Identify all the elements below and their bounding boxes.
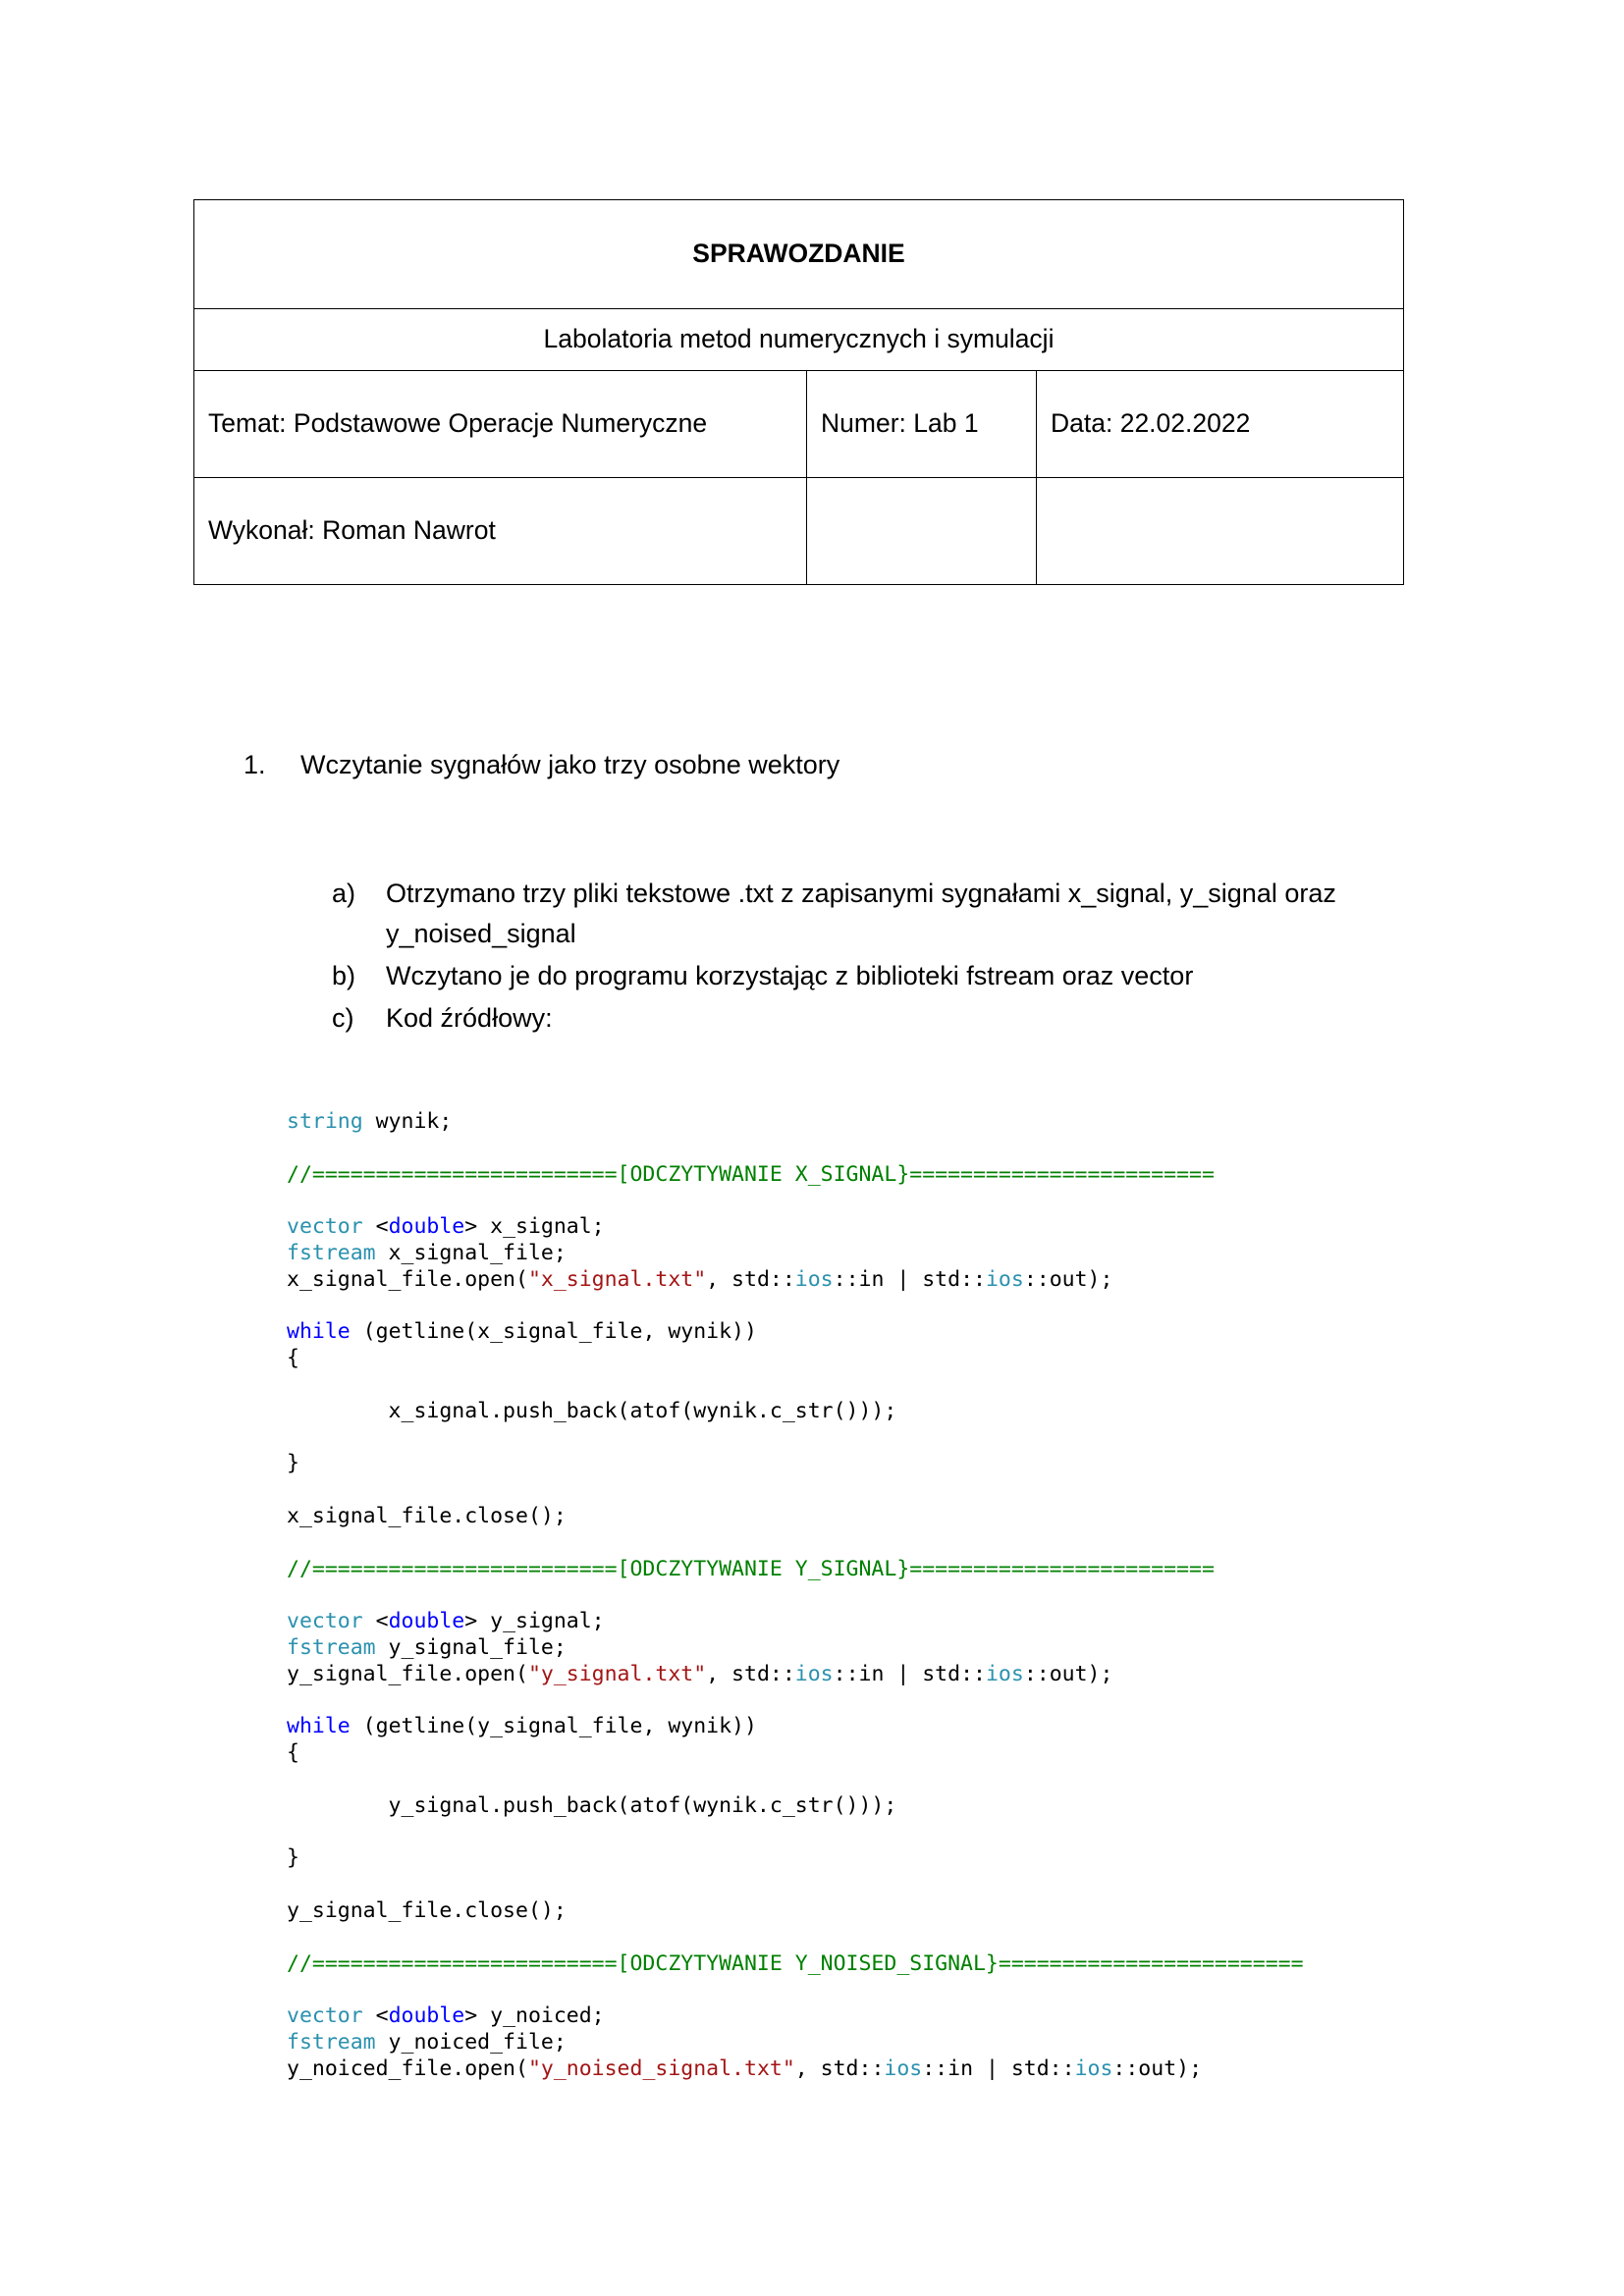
outline-level1-block <box>0 746 1624 784</box>
code-token-plain: } <box>287 1451 299 1476</box>
code-line <box>287 1582 1563 1609</box>
list-marker: a) <box>332 879 356 908</box>
code-token-keyword: while <box>287 1714 351 1739</box>
code-line <box>287 1399 1563 1425</box>
code-line <box>287 1820 1563 1846</box>
code-token-plain: ::in | std:: <box>922 2056 1075 2081</box>
code-token-type: fstream <box>287 1634 376 1660</box>
code-line <box>287 1662 1563 1688</box>
code-token-type: vector <box>287 1609 376 1634</box>
code-line <box>287 1425 1563 1452</box>
code-token-plain: y_signal_file.open( <box>287 1661 528 1686</box>
code-line <box>287 1714 1563 1740</box>
code-token-plain: , std:: <box>706 1266 795 1292</box>
code-line <box>287 1451 1563 1477</box>
code-token-type: ios <box>985 1661 1024 1686</box>
code-line <box>287 1951 1563 1978</box>
code-token-type: ios <box>794 1266 834 1292</box>
code-line <box>287 2030 1563 2056</box>
code-token-plain: ::out); <box>1112 2056 1203 2081</box>
code-token-plain: y_signal_file.close(); <box>287 1897 567 1923</box>
code-line <box>287 1162 1563 1189</box>
code-token-keyword: double <box>388 1609 465 1634</box>
code-token-plain: x_signal_file; <box>375 1240 567 1265</box>
list-item <box>244 746 1624 784</box>
empty-cell-b <box>807 478 1037 585</box>
code-token-string: "y_noised_signal.txt" <box>527 2056 795 2081</box>
code-token-plain: y_noiced_file.open( <box>287 2056 528 2081</box>
code-token-type: ios <box>1074 2056 1113 2081</box>
code-token-string: "y_signal.txt" <box>527 1661 707 1686</box>
code-token-plain: { <box>287 1740 299 1766</box>
code-token-type: ios <box>985 1266 1024 1292</box>
number-cell: Numer: Lab 1 <box>807 371 1037 478</box>
code-token-type: ios <box>884 2056 923 2081</box>
code-token-type: ios <box>794 1661 834 1686</box>
code-token-plain: , std:: <box>794 2056 885 2081</box>
code-token-plain: < <box>375 2003 389 2029</box>
table-row <box>194 371 1404 478</box>
code-line <box>287 1136 1563 1162</box>
code-token-plain: > y_signal; <box>464 1609 605 1634</box>
code-line <box>287 1872 1563 1898</box>
list-item-label: Wczytanie sygnałów jako trzy osobne wektory <box>300 750 840 779</box>
code-token-comment: //========================[ODCZYTYWANIE X_SIGNAL}======================== <box>287 1161 1215 1187</box>
list-item <box>332 998 1624 1039</box>
code-line <box>287 1372 1563 1399</box>
outline-level2-block <box>0 874 1624 1041</box>
author-cell: Wykonał: Roman Nawrot <box>194 478 807 585</box>
code-token-plain: x_signal_file.close(); <box>287 1503 567 1528</box>
code-line <box>287 1925 1563 1951</box>
code-token-plain: (getline(y_signal_file, wynik)) <box>350 1714 757 1739</box>
code-token-plain: { <box>287 1346 299 1371</box>
code-token-type: string <box>287 1109 363 1134</box>
code-token-plain: wynik; <box>362 1109 453 1134</box>
code-line <box>287 1477 1563 1504</box>
empty-cell-c <box>1037 478 1404 585</box>
code-token-plain: x_signal_file.open( <box>287 1266 528 1292</box>
code-token-plain: > x_signal; <box>464 1214 605 1240</box>
source-code-listing <box>287 1109 1563 2082</box>
code-line <box>287 1188 1563 1214</box>
list-item <box>332 956 1624 996</box>
topic-cell: Temat: Podstawowe Operacje Numeryczne <box>194 371 807 478</box>
code-token-type: fstream <box>287 1240 376 1265</box>
code-line <box>287 1898 1563 1925</box>
code-token-comment: //========================[ODCZYTYWANIE Y_NOISED_SIGNAL}======================== <box>287 1950 1304 1976</box>
code-token-plain: y_signal.push_back(atof(wynik.c_str())); <box>287 1792 897 1818</box>
code-line <box>287 1609 1563 1635</box>
code-token-plain: x_signal.push_back(atof(wynik.c_str())); <box>287 1398 897 1423</box>
code-line <box>287 1241 1563 1267</box>
code-token-keyword: double <box>388 2003 465 2029</box>
code-token-string: "x_signal.txt" <box>527 1266 707 1292</box>
report-title-cell: SPRAWOZDANIE <box>194 200 1404 309</box>
code-line <box>287 1504 1563 1530</box>
list-item-label: Wczytano je do programu korzystając z biblioteki fstream oraz vector <box>386 961 1194 991</box>
code-line <box>287 1635 1563 1662</box>
code-token-plain: ::in | std:: <box>833 1266 986 1292</box>
table-row <box>194 478 1404 585</box>
code-line <box>287 1740 1563 1767</box>
code-line <box>287 1688 1563 1715</box>
code-line <box>287 2056 1563 2083</box>
code-token-plain: ::in | std:: <box>833 1661 986 1686</box>
list-item-label: Otrzymano trzy pliki tekstowe .txt z zapisanymi sygnałami x_signal, y_signal oraz y_noised_signal <box>386 879 1336 949</box>
table-row <box>194 200 1404 309</box>
code-line <box>287 1109 1563 1136</box>
code-line <box>287 1530 1563 1557</box>
date-cell: Data: 22.02.2022 <box>1037 371 1404 478</box>
code-token-plain: } <box>287 1845 299 1871</box>
code-line <box>287 1767 1563 1793</box>
code-token-plain: ::out); <box>1023 1266 1113 1292</box>
course-subtitle-cell: Labolatoria metod numerycznych i symulacji <box>194 309 1404 371</box>
code-token-keyword: double <box>388 1214 465 1240</box>
code-line <box>287 1319 1563 1346</box>
code-line <box>287 1214 1563 1241</box>
list-marker: c) <box>332 1003 354 1034</box>
code-line <box>287 2003 1563 2030</box>
code-line <box>287 1845 1563 1872</box>
code-token-plain: (getline(x_signal_file, wynik)) <box>350 1319 757 1345</box>
code-line <box>287 1346 1563 1372</box>
code-token-plain: , std:: <box>706 1661 795 1686</box>
code-line <box>287 1977 1563 2003</box>
code-line <box>287 1793 1563 1820</box>
code-token-plain: > y_noiced; <box>464 2003 605 2029</box>
code-token-plain: < <box>375 1609 389 1634</box>
code-token-keyword: while <box>287 1319 351 1345</box>
code-line <box>287 1267 1563 1294</box>
code-line <box>287 1557 1563 1583</box>
code-token-type: vector <box>287 1214 376 1240</box>
code-token-plain: < <box>375 1214 389 1240</box>
code-token-type: fstream <box>287 2029 376 2055</box>
code-token-comment: //========================[ODCZYTYWANIE Y_SIGNAL}======================== <box>287 1556 1215 1581</box>
list-item-label: Kod źródłowy: <box>386 1003 553 1034</box>
code-token-plain: ::out); <box>1023 1661 1113 1686</box>
code-token-plain: y_noiced_file; <box>375 2029 567 2055</box>
list-marker: b) <box>332 961 356 991</box>
code-token-type: vector <box>287 2003 376 2029</box>
list-marker: 1. <box>244 750 266 779</box>
code-line <box>287 1294 1563 1320</box>
table-row <box>194 309 1404 371</box>
list-item <box>332 874 1624 954</box>
report-header-table <box>193 199 1404 585</box>
code-token-plain: y_signal_file; <box>375 1634 567 1660</box>
